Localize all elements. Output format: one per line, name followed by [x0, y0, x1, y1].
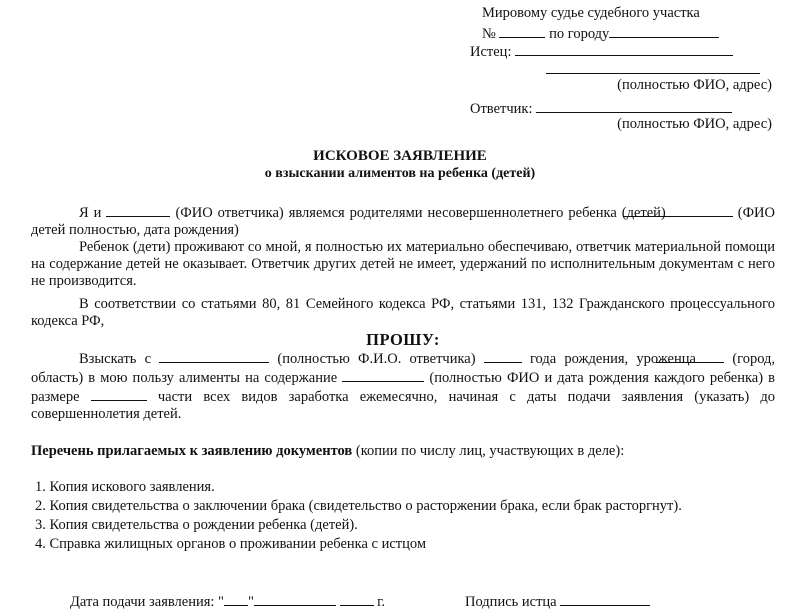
document-subtitle: о взыскании алиментов на ребенка (детей) [264, 166, 536, 181]
submission-date-label: Дата подачи заявления: " [70, 594, 224, 610]
plaintiff-blank[interactable] [515, 41, 733, 56]
paragraph-support: Ребенок (дети) проживают со мной, я полностью их материально обеспечиваю, ответчик материальной помощи на содержание детей не оказывает. Ответчик других детей не имеет, удержаний по исполнительным документам с него не производится. [31, 239, 775, 289]
city-blank[interactable] [609, 23, 719, 38]
attachments-title [31, 443, 775, 460]
defendant-label: Ответчик: [470, 101, 533, 117]
date-quote: " [247, 594, 254, 610]
court-number-line [482, 23, 774, 41]
defendant-name-blank[interactable] [106, 203, 170, 217]
p4-fio-hint: (полностью Ф.И.О. ответчика) [277, 351, 476, 367]
children-blank[interactable] [342, 368, 424, 382]
p1-middle: (ФИО ответчика) являемся родителями несовершеннолетнего ребенка (детей) [175, 205, 666, 221]
addressee-block [470, 5, 774, 134]
signature-blank[interactable] [560, 592, 650, 606]
claim-body [31, 203, 775, 555]
list-item: 3. Копия свидетельства о рождении ребенка (детей). [35, 517, 358, 533]
court-line [482, 5, 774, 23]
plaintiff-hint: (полностью ФИО, адрес) [617, 77, 772, 93]
document-title-block [0, 147, 800, 183]
number-sign: № [482, 26, 496, 42]
attachments-list [31, 479, 775, 553]
birth-year-blank[interactable] [484, 349, 522, 363]
court-number-blank[interactable] [499, 23, 545, 38]
year-suffix: г. [377, 594, 386, 610]
list-item: 4. Справка жилищных органов о проживании ребенка с истцом [35, 536, 427, 552]
list-item: 1. Копия искового заявления. [35, 479, 215, 495]
attachments-title-bold: Перечень прилагаемых к заявлению документов [31, 443, 353, 459]
date-month-blank[interactable] [254, 592, 336, 606]
p4-amount-text: (полностью ФИО и дата рождения каждого ребенка) в размере [31, 370, 776, 405]
signature-block [465, 592, 650, 611]
list-item: 2. Копия свидетельства о заключении брака (свидетельство о расторжении брака, если брак расторгнут). [35, 498, 682, 514]
footer-signature-line [70, 592, 790, 611]
paragraph-request [31, 349, 775, 423]
paragraph-parents [31, 203, 775, 239]
p4-alimony-text: (город, область) в мою пользу алименты на содержание [31, 351, 776, 386]
date-year-blank[interactable] [340, 592, 374, 606]
plaintiff-blank-2[interactable] [546, 59, 760, 74]
amount-share-blank[interactable] [91, 387, 147, 401]
defendant-fullname-blank[interactable] [159, 349, 269, 363]
p4-end: части всех видов заработка ежемесячно, начиная с даты подачи заявления (указать) до совершеннолетия детей. [31, 389, 775, 422]
plaintiff-line [470, 41, 774, 60]
plaintiff-hint-line [482, 77, 774, 95]
paragraph-legal-basis: В соответствии со статьями 80, 81 Семейного кодекса РФ, статьями 131, 132 Гражданского процессуального кодекса РФ, [31, 296, 775, 329]
request-heading: ПРОШУ: [366, 330, 440, 349]
court-title: Мировому судье судебного участка [482, 5, 700, 21]
city-label: по городу [549, 26, 610, 42]
attachments-title-rest: (копии по числу лиц, участвующих в деле): [352, 443, 625, 459]
p1-start: Я и [79, 205, 102, 221]
birthplace-blank[interactable] [656, 349, 724, 363]
defendant-hint: (полностью ФИО, адрес) [617, 116, 772, 132]
children-name-blank[interactable] [623, 203, 733, 217]
p4-start: Взыскать с [79, 351, 152, 367]
plaintiff-label: Истец: [470, 44, 512, 60]
p4-birth-text: года рождения, уроженца [529, 351, 696, 367]
defendant-hint-line [482, 116, 774, 134]
defendant-line [470, 98, 774, 117]
defendant-blank[interactable] [536, 98, 732, 113]
date-day-blank[interactable] [224, 592, 248, 606]
p1-end: (ФИО детей полностью, дата рождения) [31, 205, 775, 238]
document-title: ИСКОВОЕ ЗАЯВЛЕНИЕ [313, 148, 487, 164]
plaintiff-underline [482, 59, 774, 77]
signature-label: Подпись истца [465, 594, 557, 610]
